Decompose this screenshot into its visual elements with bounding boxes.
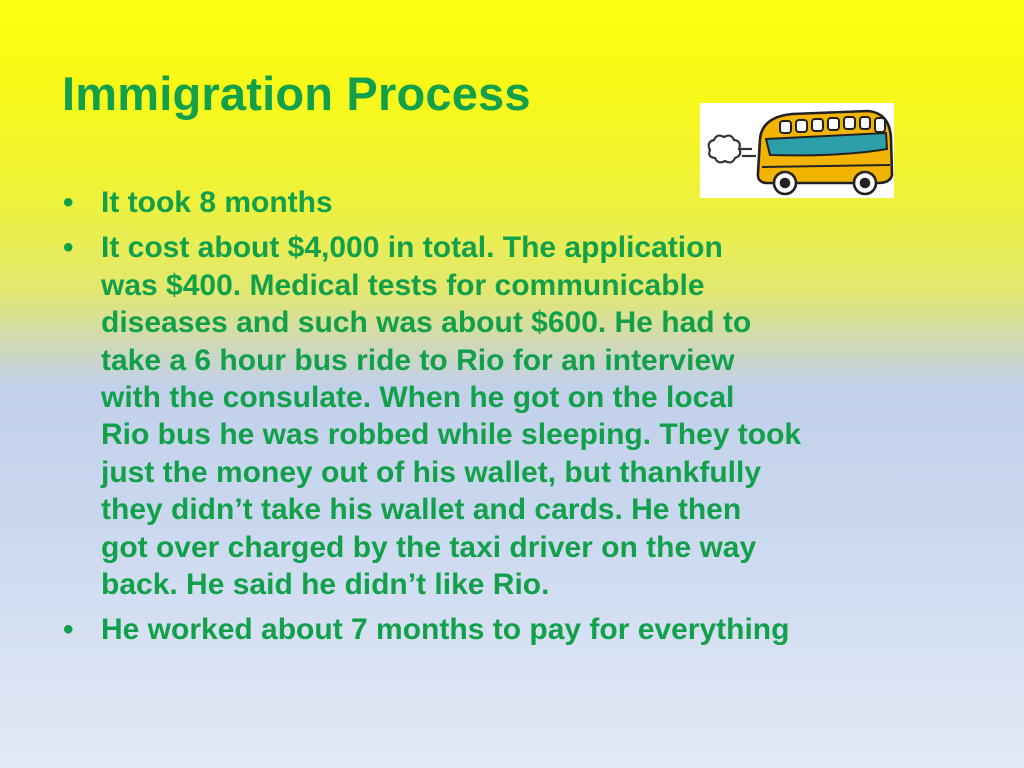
bullet-dot: • [63,186,74,219]
bullet-text-line: take a 6 hour bus ride to Rio for an interview [101,343,735,377]
bullet-text-line: diseases and such was about $600. He had to [101,306,752,340]
bullet-text: He worked about 7 months to pay for everything [101,613,790,647]
bullet-text-line: It cost about $4,000 in total. The application [101,231,723,265]
bullet-text-line: back. He said he didn’t like Rio. [101,568,550,602]
bullet-text-line: just the money out of his wallet, but thankfully [101,455,762,489]
bullet-text-line: Rio bus he was robbed while sleeping. They took [101,418,802,452]
bullet-list [60,184,990,657]
bullet-item-duration [60,184,990,221]
bullet-item-cost [60,229,990,603]
bullet-item-work [60,611,990,648]
bullet-text: It took 8 months [101,186,333,219]
bullet-dot: • [63,613,74,647]
slide-title: Immigration Process [62,67,531,120]
exhaust-puff-icon [709,136,756,163]
bullet-text-line: with the consulate. When he got on the local [101,381,735,415]
bullet-text-line: was $400. Medical tests for communicable [101,268,705,302]
bullet-text-line: got over charged by the taxi driver on the way [101,530,757,564]
bullet-text-line: they didn’t take his wallet and cards. He then [101,493,742,527]
bullet-dot: • [63,231,74,265]
